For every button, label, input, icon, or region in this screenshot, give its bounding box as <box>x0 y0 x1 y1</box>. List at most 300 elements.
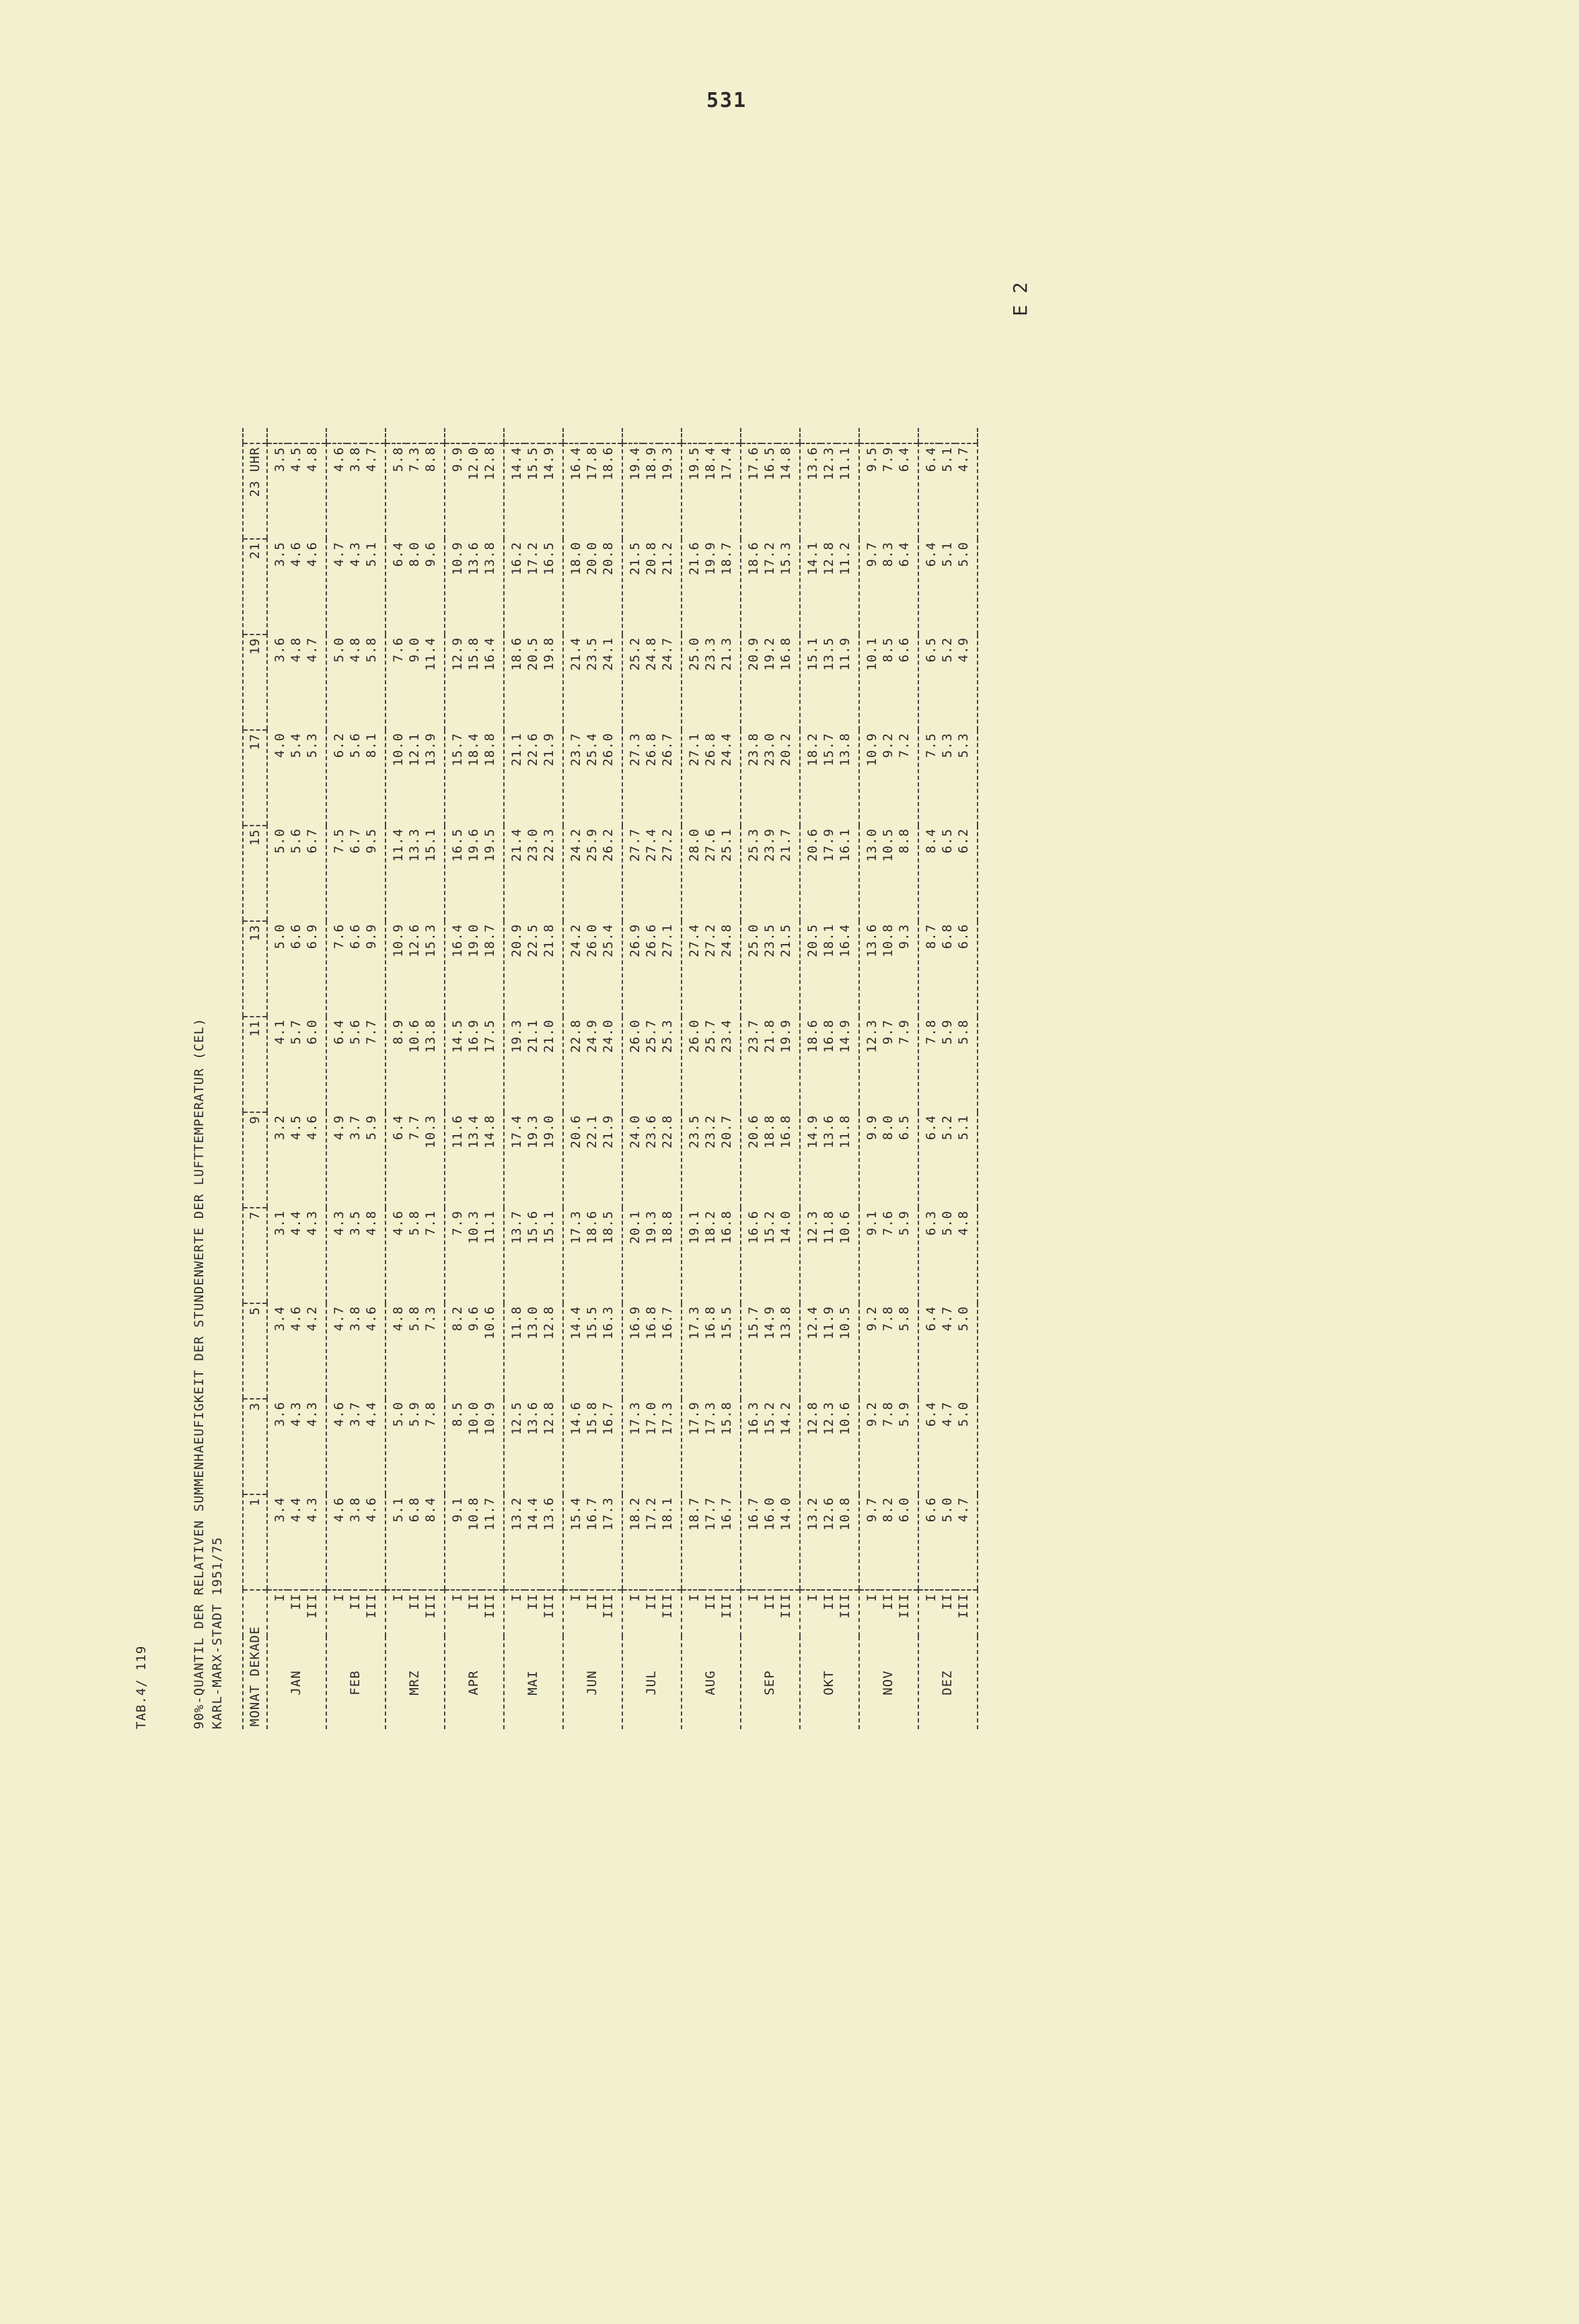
temperature-cell: 21.4 <box>568 637 583 671</box>
header-hour: 7 <box>243 1208 267 1303</box>
temperature-cell: 12.8 <box>482 443 504 539</box>
temperature-cell: 10.8 <box>881 924 895 957</box>
month-cell: NOV <box>881 1670 895 1696</box>
temperature-cell: 16.5 <box>450 828 465 862</box>
temperature-cell: 26.7 <box>659 730 682 826</box>
temperature-cell: 4.5 <box>289 1115 303 1140</box>
temperature-cell: 15.8 <box>719 1399 741 1494</box>
temperature-cell: 17.0 <box>644 1402 659 1435</box>
temperature-cell: 23.0 <box>762 733 777 766</box>
right-border <box>563 428 584 443</box>
temperature-cell: 4.6 <box>289 1306 303 1332</box>
temperature-cell: 24.0 <box>600 1017 622 1112</box>
temperature-cell: 26.6 <box>644 924 659 957</box>
page-number: 531 <box>706 89 747 112</box>
temperature-cell: 16.7 <box>659 1303 682 1399</box>
table-row <box>859 428 880 1729</box>
temperature-cell: 14.9 <box>805 1115 820 1149</box>
table-row <box>880 428 896 1729</box>
temperature-cell: 18.2 <box>805 733 820 766</box>
temperature-cell: 6.4 <box>896 539 918 634</box>
temperature-cell: 3.4 <box>267 1494 288 1590</box>
temperature-cell: 4.7 <box>304 634 326 730</box>
temperature-cell: 5.8 <box>407 1210 422 1236</box>
temperature-cell: 9.9 <box>450 447 465 472</box>
dekade-cell: II <box>585 1593 599 1610</box>
temperature-cell: 6.3 <box>924 1210 939 1236</box>
temperature-cell: 26.0 <box>687 1019 702 1053</box>
temperature-cell: 20.6 <box>746 1115 761 1149</box>
header-hour: 5 <box>243 1303 267 1399</box>
right-border <box>741 428 762 443</box>
temperature-cell: 12.9 <box>450 637 465 671</box>
temperature-cell: 6.4 <box>332 1019 346 1045</box>
dekade-cell: III <box>659 1590 682 1636</box>
temperature-cell: 10.5 <box>837 1303 859 1399</box>
dekade-cell: I <box>805 1593 820 1602</box>
table-row <box>347 428 363 1729</box>
table-row <box>385 428 406 1729</box>
temperature-cell: 5.9 <box>896 1208 918 1303</box>
temperature-cell: 4.1 <box>272 1019 287 1045</box>
right-border <box>504 428 525 443</box>
temperature-cell: 24.0 <box>628 1115 642 1149</box>
temperature-cell: 23.5 <box>762 924 777 957</box>
temperature-cell: 20.7 <box>719 1112 741 1208</box>
header-hour: 23 UHR <box>243 443 267 539</box>
temperature-cell: 6.5 <box>924 637 939 663</box>
right-border <box>821 428 837 443</box>
temperature-cell: 26.8 <box>644 733 659 766</box>
temperature-cell: 19.0 <box>541 1112 563 1208</box>
temperature-cell: 24.7 <box>659 634 682 730</box>
temperature-cell: 6.8 <box>940 924 955 949</box>
temperature-cell: 4.5 <box>289 447 303 472</box>
temperature-cell: 5.9 <box>407 1402 422 1427</box>
right-border <box>482 428 504 443</box>
month-cell <box>600 1636 622 1729</box>
temperature-cell: 4.8 <box>348 637 363 663</box>
temperature-cell: 8.0 <box>407 542 422 567</box>
temperature-cell: 7.5 <box>924 733 939 758</box>
temperature-cell: 16.2 <box>509 542 524 575</box>
dekade-cell: I <box>628 1593 642 1602</box>
temperature-cell: 10.3 <box>423 1112 445 1208</box>
temperature-cell: 12.5 <box>509 1402 524 1435</box>
temperature-cell: 7.8 <box>881 1306 895 1332</box>
temperature-cell: 8.8 <box>896 826 918 921</box>
temperature-cell: 11.8 <box>837 1112 859 1208</box>
temperature-cell: 18.2 <box>622 1494 643 1590</box>
month-cell <box>541 1636 563 1729</box>
temperature-cell: 16.8 <box>778 634 800 730</box>
dekade-cell: III <box>423 1590 445 1636</box>
temperature-cell: 11.8 <box>509 1306 524 1340</box>
dekade-cell: I <box>272 1593 287 1602</box>
temperature-cell: 4.7 <box>955 1494 978 1590</box>
temperature-cell: 9.7 <box>881 1019 895 1045</box>
temperature-cell: 7.7 <box>363 1017 385 1112</box>
temperature-cell: 8.4 <box>423 1494 445 1590</box>
temperature-cell: 14.9 <box>762 1306 777 1340</box>
temperature-cell: 4.3 <box>304 1494 326 1590</box>
header-hour: 15 <box>243 826 267 921</box>
temperature-cell: 17.3 <box>687 1306 702 1340</box>
temperature-cell: 9.7 <box>865 542 879 567</box>
temperature-cell: 6.4 <box>391 1115 406 1140</box>
temperature-cell: 9.1 <box>445 1494 466 1590</box>
temperature-cell: 18.0 <box>568 542 583 575</box>
temperature-cell: 5.2 <box>940 637 955 663</box>
temperature-cell: 12.0 <box>466 447 481 480</box>
temperature-cell: 4.8 <box>391 1306 406 1332</box>
temperature-cell: 7.8 <box>924 1019 939 1045</box>
temperature-cell: 13.6 <box>466 542 481 575</box>
temperature-cell: 4.6 <box>332 447 346 472</box>
dekade-cell: I <box>509 1593 524 1602</box>
temperature-cell: 16.8 <box>778 1112 800 1208</box>
temperature-cell: 10.3 <box>466 1210 481 1244</box>
temperature-cell: 7.7 <box>407 1115 422 1140</box>
dekade-cell: III <box>600 1590 622 1636</box>
temperature-cell: 20.1 <box>628 1210 642 1244</box>
month-cell <box>719 1636 741 1729</box>
temperature-cell: 13.0 <box>865 828 879 862</box>
temperature-cell: 5.6 <box>348 733 363 758</box>
temperature-cell: 27.2 <box>659 826 682 921</box>
temperature-cell: 6.4 <box>896 443 918 539</box>
temperature-cell: 6.4 <box>924 447 939 472</box>
table-row <box>423 428 445 1729</box>
temperature-cell: 5.3 <box>940 733 955 758</box>
temperature-cell: 3.6 <box>272 1402 287 1427</box>
temperature-cell: 11.9 <box>837 634 859 730</box>
temperature-cell: 17.7 <box>702 1494 719 1590</box>
temperature-cell: 6.0 <box>896 1494 918 1590</box>
temperature-cell: 6.6 <box>289 924 303 949</box>
temperature-cell: 16.4 <box>837 921 859 1017</box>
temperature-cell: 17.6 <box>746 447 761 480</box>
temperature-cell: 3.8 <box>348 447 363 472</box>
month-cell <box>445 1636 466 1729</box>
dekade-cell: III <box>837 1590 859 1636</box>
temperature-cell: 27.4 <box>644 828 659 862</box>
dekade-cell: I <box>568 1593 583 1602</box>
temperature-cell: 5.9 <box>896 1399 918 1494</box>
temperature-cell: 5.0 <box>940 1210 955 1236</box>
temperature-cell: 4.3 <box>289 1402 303 1427</box>
temperature-cell: 13.0 <box>525 1306 540 1340</box>
month-cell: OKT <box>821 1670 836 1696</box>
dekade-cell: II <box>881 1593 895 1610</box>
right-border <box>702 428 719 443</box>
month-cell <box>504 1636 525 1729</box>
temperature-cell: 6.0 <box>304 1017 326 1112</box>
temperature-cell: 23.6 <box>644 1115 659 1149</box>
temperature-cell: 13.6 <box>541 1494 563 1590</box>
right-border <box>643 428 659 443</box>
month-cell <box>659 1636 682 1729</box>
temperature-cell: 11.1 <box>482 1208 504 1303</box>
temperature-cell: 21.4 <box>509 828 524 862</box>
temperature-cell: 3.5 <box>272 447 287 472</box>
table-row <box>643 428 659 1729</box>
dekade-cell: III <box>719 1590 741 1636</box>
month-cell: JUN <box>585 1670 599 1696</box>
dekade-cell: II <box>525 1593 540 1610</box>
temperature-cell: 25.3 <box>746 828 761 862</box>
temperature-cell: 18.1 <box>821 924 836 957</box>
temperature-cell: 13.5 <box>821 637 836 671</box>
temperature-cell: 3.5 <box>348 1210 363 1236</box>
month-cell: JUL <box>644 1670 659 1696</box>
temperature-cell: 11.8 <box>821 1210 836 1244</box>
right-border <box>385 428 406 443</box>
temperature-cell: 9.3 <box>896 921 918 1017</box>
temperature-cell: 4.3 <box>332 1210 346 1236</box>
temperature-cell: 21.8 <box>762 1019 777 1053</box>
temperature-cell: 15.3 <box>423 921 445 1017</box>
temperature-cell: 14.2 <box>778 1399 800 1494</box>
temperature-cell: 16.4 <box>482 634 504 730</box>
month-cell <box>622 1636 643 1729</box>
temperature-cell: 13.7 <box>509 1210 524 1244</box>
temperature-cell: 20.5 <box>525 637 540 671</box>
temperature-cell: 9.2 <box>881 733 895 758</box>
table-row <box>304 428 326 1729</box>
temperature-cell: 6.4 <box>924 542 939 567</box>
table-row <box>482 428 504 1729</box>
right-border <box>880 428 896 443</box>
temperature-cell: 15.3 <box>778 539 800 634</box>
temperature-cell: 22.3 <box>541 826 563 921</box>
temperature-cell: 17.3 <box>628 1402 642 1435</box>
month-cell: FEB <box>348 1670 363 1696</box>
temperature-cell: 6.4 <box>924 1115 939 1140</box>
temperature-cell: 10.8 <box>837 1494 859 1590</box>
temperature-cell: 16.3 <box>746 1402 761 1435</box>
temperature-cell: 23.0 <box>525 828 540 862</box>
temperature-cell: 19.0 <box>466 924 481 957</box>
temperature-cell: 20.2 <box>778 730 800 826</box>
temperature-cell: 24.8 <box>644 637 659 671</box>
temperature-cell: 16.9 <box>466 1019 481 1053</box>
header-hour: 9 <box>243 1112 267 1208</box>
right-border <box>859 428 880 443</box>
right-border <box>837 428 859 443</box>
temperature-cell: 21.6 <box>687 542 702 575</box>
table-row <box>939 428 955 1729</box>
temperature-cell: 21.7 <box>778 826 800 921</box>
temperature-cell: 24.2 <box>568 924 583 957</box>
temperature-cell: 23.3 <box>703 637 718 671</box>
temperature-cell: 14.4 <box>525 1494 541 1590</box>
dekade-cell: II <box>644 1593 659 1610</box>
temperature-cell: 8.8 <box>423 443 445 539</box>
temperature-cell: 21.9 <box>600 1112 622 1208</box>
right-border <box>445 428 466 443</box>
temperature-cell: 4.6 <box>332 1402 346 1427</box>
temperature-cell: 21.1 <box>525 1019 540 1053</box>
temperature-cell: 26.9 <box>628 924 642 957</box>
temperature-cell: 10.0 <box>391 733 406 766</box>
temperature-cell: 19.8 <box>541 634 563 730</box>
table-row <box>541 428 563 1729</box>
temperature-cell: 4.6 <box>363 1303 385 1399</box>
month-cell <box>837 1636 859 1729</box>
temperature-cell: 19.2 <box>762 637 777 671</box>
table-row <box>659 428 682 1729</box>
table-id: TAB.4/ 119 <box>134 1645 149 1729</box>
temperature-cell: 15.2 <box>762 1210 777 1244</box>
temperature-cell: 13.8 <box>482 539 504 634</box>
month-cell <box>563 1636 584 1729</box>
temperature-cell: 5.4 <box>289 733 303 758</box>
temperature-cell: 19.3 <box>509 1019 524 1053</box>
temperature-cell: 9.2 <box>865 1306 879 1332</box>
temperature-cell: 4.3 <box>304 1208 326 1303</box>
month-cell <box>918 1636 939 1729</box>
temperature-cell: 7.9 <box>896 1017 918 1112</box>
temperature-cell: 16.1 <box>837 826 859 921</box>
temperature-cell: 6.6 <box>896 634 918 730</box>
temperature-cell: 19.3 <box>525 1115 540 1149</box>
temperature-cell: 12.8 <box>541 1399 563 1494</box>
temperature-cell: 4.7 <box>332 1306 346 1332</box>
temperature-cell: 4.8 <box>289 637 303 663</box>
month-cell: JAN <box>289 1670 303 1696</box>
month-cell <box>267 1636 288 1729</box>
temperature-cell: 4.8 <box>955 1208 978 1303</box>
temperature-cell: 5.8 <box>896 1303 918 1399</box>
temperature-cell: 5.6 <box>348 1019 363 1045</box>
temperature-cell: 10.9 <box>450 542 465 575</box>
temperature-cell: 22.5 <box>525 924 540 957</box>
temperature-cell: 7.1 <box>423 1208 445 1303</box>
temperature-cell: 4.7 <box>363 443 385 539</box>
temperature-cell: 6.7 <box>348 828 363 854</box>
temperature-cell: 19.9 <box>703 542 718 575</box>
temperature-cell: 3.7 <box>348 1402 363 1427</box>
temperature-cell: 24.2 <box>568 828 583 862</box>
temperature-cell: 23.5 <box>687 1115 702 1149</box>
temperature-cell: 9.5 <box>363 826 385 921</box>
temperature-cell: 17.3 <box>568 1210 583 1244</box>
temperature-cell: 5.0 <box>272 924 287 949</box>
table-row <box>918 428 939 1729</box>
temperature-cell: 20.6 <box>568 1115 583 1149</box>
temperature-cell: 10.9 <box>391 924 406 957</box>
temperature-cell: 25.3 <box>659 1017 682 1112</box>
temperature-cell: 4.3 <box>304 1399 326 1494</box>
temperature-cell: 4.8 <box>363 1208 385 1303</box>
temperature-cell: 7.8 <box>423 1399 445 1494</box>
temperature-cell: 4.7 <box>940 1402 955 1427</box>
dekade-cell: III <box>541 1590 563 1636</box>
temperature-cell: 16.6 <box>746 1210 761 1244</box>
temperature-cell: 21.1 <box>509 733 524 766</box>
temperature-cell: 13.6 <box>525 1402 540 1435</box>
right-border <box>682 428 702 443</box>
temperature-cell: 27.1 <box>659 921 682 1017</box>
temperature-cell: 16.3 <box>600 1303 622 1399</box>
dekade-cell: I <box>391 1593 406 1602</box>
temperature-cell: 6.4 <box>391 542 406 567</box>
temperature-cell: 18.4 <box>466 733 481 766</box>
temperature-cell: 8.2 <box>880 1494 896 1590</box>
temperature-cell: 3.8 <box>348 1306 363 1332</box>
right-border <box>918 428 939 443</box>
temperature-cell: 5.1 <box>940 447 955 472</box>
temperature-cell: 13.9 <box>423 730 445 826</box>
temperature-cell: 5.0 <box>272 828 287 854</box>
temperature-cell: 8.9 <box>391 1019 406 1045</box>
table-row <box>778 428 800 1729</box>
month-cell <box>482 1636 504 1729</box>
dekade-cell: II <box>348 1593 363 1610</box>
temperature-cell: 23.7 <box>746 1019 761 1053</box>
temperature-cell: 4.9 <box>332 1115 346 1140</box>
month-cell <box>385 1636 406 1729</box>
temperature-cell: 12.3 <box>805 1210 820 1244</box>
dekade-cell: I <box>450 1593 465 1602</box>
header-hour: 3 <box>243 1399 267 1494</box>
temperature-cell: 26.2 <box>600 826 622 921</box>
temperature-cell: 17.3 <box>600 1494 622 1590</box>
temperature-cell: 10.6 <box>407 1019 422 1053</box>
month-cell <box>423 1636 445 1729</box>
temperature-cell: 17.9 <box>821 828 836 862</box>
temperature-cell: 21.5 <box>778 921 800 1017</box>
temperature-cell: 4.4 <box>289 1210 303 1236</box>
temperature-cell: 18.7 <box>682 1494 702 1590</box>
header-hour: 1 <box>243 1494 267 1590</box>
temperature-cell: 15.2 <box>762 1402 777 1435</box>
right-border <box>622 428 643 443</box>
month-cell <box>955 1636 978 1729</box>
temperature-cell: 13.8 <box>778 1303 800 1399</box>
temperature-cell: 11.2 <box>837 539 859 634</box>
temperature-cell: 25.1 <box>719 826 741 921</box>
temperature-cell: 5.7 <box>289 1019 303 1045</box>
table-row <box>288 428 304 1729</box>
temperature-cell: 10.8 <box>466 1494 482 1590</box>
table-row <box>702 428 719 1729</box>
temperature-cell: 7.6 <box>881 1210 895 1236</box>
temperature-cell: 13.2 <box>504 1494 525 1590</box>
temperature-cell: 6.9 <box>304 921 326 1017</box>
temperature-cell: 25.9 <box>585 828 599 862</box>
temperature-cell: 25.0 <box>746 924 761 957</box>
temperature-cell: 6.4 <box>924 1306 939 1332</box>
temperature-cell: 17.5 <box>482 1017 504 1112</box>
temperature-cell: 5.1 <box>363 539 385 634</box>
temperature-cell: 5.2 <box>940 1115 955 1140</box>
dekade-cell: III <box>363 1590 385 1636</box>
right-border <box>939 428 955 443</box>
temperature-cell: 6.5 <box>896 1112 918 1208</box>
temperature-cell: 23.8 <box>746 733 761 766</box>
right-border <box>243 428 267 443</box>
temperature-cell: 10.1 <box>865 637 879 671</box>
temperature-cell: 4.9 <box>955 634 978 730</box>
dekade-cell: I <box>865 1593 879 1602</box>
temperature-cell: 7.3 <box>423 1303 445 1399</box>
temperature-cell: 7.5 <box>332 828 346 854</box>
month-cell <box>741 1636 762 1729</box>
dekade-cell: I <box>924 1593 939 1602</box>
temperature-cell: 14.8 <box>482 1112 504 1208</box>
